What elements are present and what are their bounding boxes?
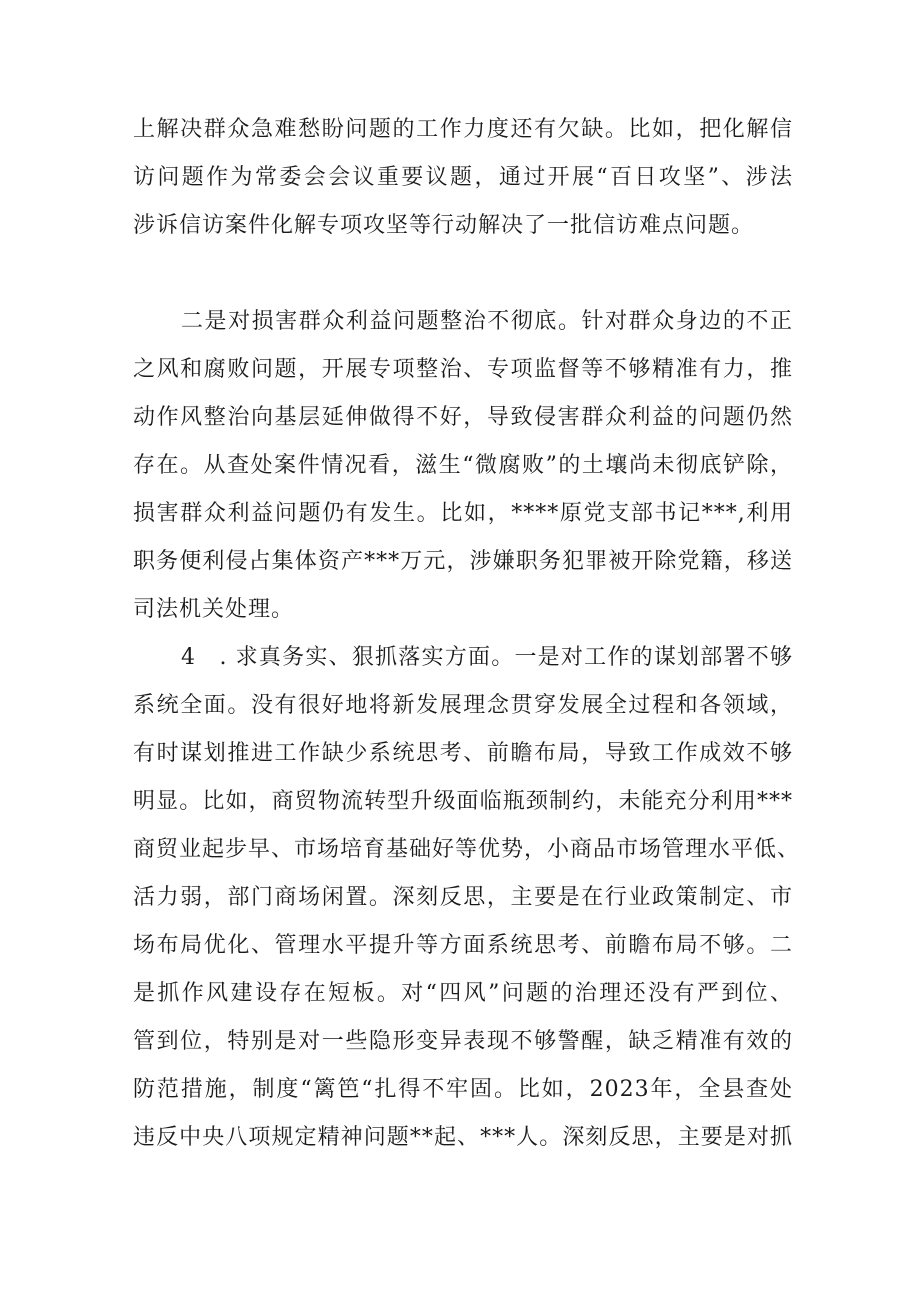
text-line: 上解决群众急难愁盼问题的工作力度还有欠缺。比如，把化解信: [133, 117, 793, 142]
text-line: 动作风整治向基层延伸做得不好，导致侵害群众利益的问题仍然: [133, 405, 793, 430]
text-line: 商贸业起步早、市场培育基础好等优势，小商品市场管理水平低、: [133, 837, 801, 862]
text-line: 活力弱，部门商场闲置。深刻反思，主要是在行业政策制定、市: [133, 885, 793, 910]
text-line: 涉诉信访案件化解专项攻坚等行动解决了一批信访难点问题。: [133, 213, 755, 238]
text-line: 违反中央八项规定精神问题**起、***人。深刻反思，主要是对抓: [133, 1125, 793, 1150]
text-line: 明显。比如，商贸物流转型升级面临瓶颈制约，未能充分利用***: [133, 789, 793, 814]
text-line: 是抓作风建设存在短板。对“四风”问题的治理还没有严到位、: [133, 981, 793, 1006]
text-line: 二是对损害群众利益问题整治不彻底。针对群众身边的不正: [181, 309, 793, 334]
text-line: 4 . 求真务实、狠抓落实方面。一是对工作的谋划部署不够: [181, 645, 793, 670]
text-line: 管到位，特别是对一些隐形变异表现不够警醒，缺乏精准有效的: [133, 1029, 793, 1054]
text-line: 防范措施，制度“篱笆“扎得不牢固。比如，2023年，全县查处: [133, 1077, 793, 1102]
text-line: 场布局优化、管理水平提升等方面系统思考、前瞻布局不够。二: [133, 933, 793, 958]
text-line: 司法机关处理。: [133, 597, 295, 622]
text-line: 损害群众利益问题仍有发生。比如，****原党支部书记***,利用: [133, 501, 793, 526]
text-line: 系统全面。没有很好地将新发展理念贯穿发展全过程和各领域，: [133, 693, 793, 718]
text-line: 存在。从查处案件情况看，滋生“微腐败”的土壤尚未彻底铲除，: [133, 453, 793, 478]
text-line: 职务便利侵占集体资产***万元，涉嫌职务犯罪被开除党籍，移送: [133, 549, 793, 574]
text-line: 有时谋划推进工作缺少系统思考、前瞻布局，导致工作成效不够: [133, 741, 793, 766]
text-line: 访问题作为常委会会议重要议题，通过开展“百日攻坚”、涉法: [133, 165, 793, 190]
text-line: 之风和腐败问题，开展专项整治、专项监督等不够精准有力，推: [133, 357, 793, 382]
